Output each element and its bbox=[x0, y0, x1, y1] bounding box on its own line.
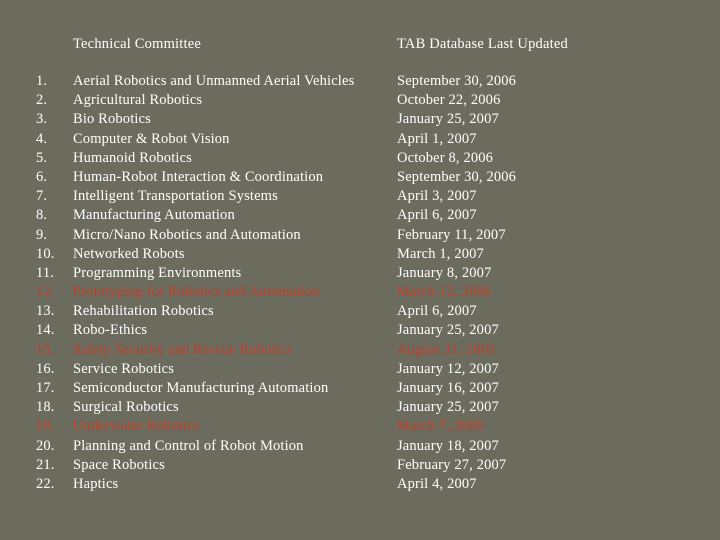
table-row bbox=[0, 379, 720, 398]
table-row bbox=[0, 360, 720, 379]
last-updated-date: January 25, 2007 bbox=[397, 399, 499, 416]
row-number: 10. bbox=[36, 245, 55, 262]
last-updated-date: April 6, 2007 bbox=[397, 207, 477, 224]
last-updated-date: February 27, 2007 bbox=[397, 456, 507, 473]
row-number: 15. bbox=[36, 341, 55, 358]
table-row bbox=[0, 149, 720, 168]
row-number: 9. bbox=[36, 226, 48, 243]
committee-name: Rehabilitation Robotics bbox=[73, 303, 214, 320]
row-number: 16. bbox=[36, 360, 55, 377]
committee-name: Human-Robot Interaction & Coordination bbox=[73, 168, 324, 185]
committee-name: Humanoid Robotics bbox=[73, 149, 192, 166]
last-updated-date: January 12, 2007 bbox=[397, 360, 499, 377]
last-updated-date: January 25, 2007 bbox=[397, 111, 499, 128]
committee-table bbox=[0, 72, 720, 494]
committee-name: Aerial Robotics and Unmanned Aerial Vehicles bbox=[73, 73, 355, 89]
committee-name: Programming Environments bbox=[73, 264, 242, 281]
committee-name: Planning and Control of Robot Motion bbox=[73, 437, 304, 454]
table-row bbox=[0, 245, 720, 264]
last-updated-date: April 4, 2007 bbox=[397, 475, 477, 492]
last-updated-date: September 30, 2006 bbox=[397, 73, 517, 89]
last-updated-date: August 31, 2005 bbox=[397, 341, 496, 358]
table-row bbox=[0, 226, 720, 245]
row-number: 8. bbox=[36, 207, 48, 224]
row-number: 19. bbox=[36, 418, 55, 435]
table-row bbox=[0, 130, 720, 149]
row-number: 1. bbox=[36, 73, 48, 89]
row-number: 2. bbox=[36, 92, 48, 109]
table-row bbox=[0, 321, 720, 340]
row-number: 17. bbox=[36, 380, 55, 396]
table-row bbox=[0, 91, 720, 110]
committee-name: Manufacturing Automation bbox=[73, 207, 235, 224]
row-number: 11. bbox=[36, 264, 55, 281]
last-updated-date: January 18, 2007 bbox=[397, 437, 499, 454]
table-row bbox=[0, 302, 720, 321]
committee-name: Prototyping for Robotics and Automation bbox=[73, 284, 320, 301]
table-row bbox=[0, 110, 720, 129]
row-number: 13. bbox=[36, 303, 55, 320]
row-number: 14. bbox=[36, 322, 55, 339]
last-updated-date: January 16, 2007 bbox=[397, 380, 499, 396]
row-number: 21. bbox=[36, 456, 55, 473]
last-updated-date: September 30, 2006 bbox=[397, 168, 517, 185]
row-number: 22. bbox=[36, 475, 55, 492]
committee-name: Semiconductor Manufacturing Automation bbox=[73, 380, 329, 396]
last-updated-date: January 8, 2007 bbox=[397, 264, 492, 281]
last-updated-date: February 11, 2007 bbox=[397, 226, 506, 243]
table-row bbox=[0, 456, 720, 475]
table-header bbox=[0, 34, 720, 54]
row-number: 18. bbox=[36, 399, 55, 416]
table-row bbox=[0, 341, 720, 360]
last-updated-date: April 3, 2007 bbox=[397, 188, 477, 205]
row-number: 4. bbox=[36, 130, 48, 147]
last-updated-date: October 8, 2006 bbox=[397, 149, 494, 166]
committee-column-header: Technical Committee bbox=[73, 36, 202, 52]
table-row bbox=[0, 168, 720, 187]
committee-name: Networked Robots bbox=[73, 245, 185, 262]
committee-name: Service Robotics bbox=[73, 360, 175, 377]
table-row bbox=[0, 475, 720, 494]
committee-name: Robo-Ethics bbox=[73, 322, 148, 339]
last-updated-date: March 7, 2006 bbox=[397, 418, 484, 435]
committee-name: Space Robotics bbox=[73, 456, 165, 473]
table-row bbox=[0, 437, 720, 456]
table-row bbox=[0, 283, 720, 302]
committee-name: Bio Robotics bbox=[73, 111, 151, 128]
row-number: 3. bbox=[36, 111, 48, 128]
last-updated-date: March 12, 2006 bbox=[397, 284, 492, 301]
table-row bbox=[0, 72, 720, 91]
table-row bbox=[0, 417, 720, 436]
committee-name: Computer & Robot Vision bbox=[73, 130, 230, 147]
row-number: 7. bbox=[36, 188, 48, 205]
row-number: 5. bbox=[36, 149, 48, 166]
last-updated-date: October 22, 2006 bbox=[397, 92, 501, 109]
table-row bbox=[0, 206, 720, 225]
row-number: 6. bbox=[36, 168, 48, 185]
row-number: 12. bbox=[36, 284, 55, 301]
committee-name: Safety Security and Rescue Robotics bbox=[73, 341, 293, 358]
last-updated-date: April 6, 2007 bbox=[397, 303, 477, 320]
last-updated-date: January 25, 2007 bbox=[397, 322, 499, 339]
last-updated-date: April 1, 2007 bbox=[397, 130, 477, 147]
table-row bbox=[0, 264, 720, 283]
committee-name: Agricultural Robotics bbox=[73, 92, 203, 109]
committee-name: Intelligent Transportation Systems bbox=[73, 188, 278, 205]
committee-name: Haptics bbox=[73, 475, 119, 492]
row-number: 20. bbox=[36, 437, 55, 454]
committee-name: Surgical Robotics bbox=[73, 399, 179, 416]
committee-name: Micro/Nano Robotics and Automation bbox=[73, 226, 301, 243]
table-row bbox=[0, 398, 720, 417]
date-column-header: TAB Database Last Updated bbox=[397, 36, 568, 52]
table-row bbox=[0, 187, 720, 206]
committee-name: Underwater Robotics bbox=[73, 418, 200, 435]
last-updated-date: March 1, 2007 bbox=[397, 245, 484, 262]
